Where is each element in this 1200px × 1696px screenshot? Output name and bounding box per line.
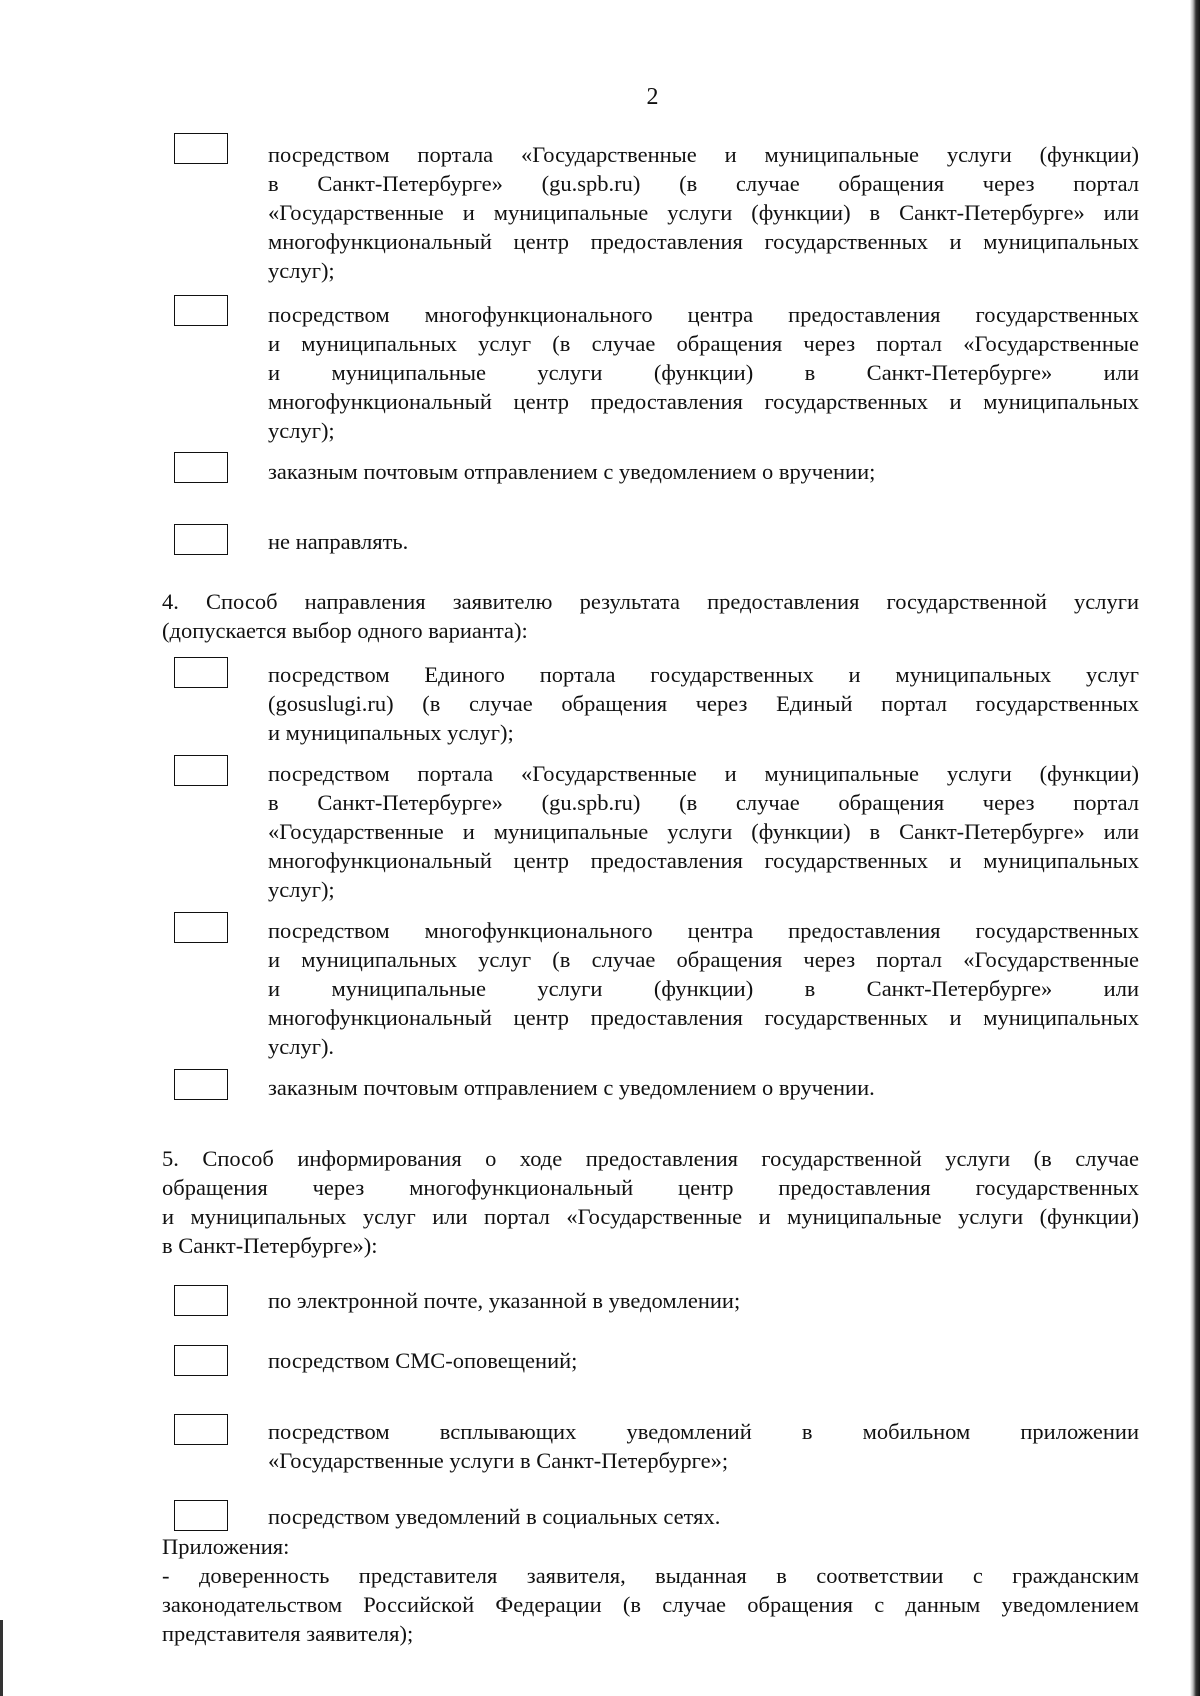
- option-text: посредством многофункционального центра предоставления государственных и муниципальных услуг (в случае обращения через портал «Государственные и муниципальные услуги (функции) в Санкт-Петербурге» или многофункциональный центр предоставления государственных и муниципальных услуг);: [268, 302, 1139, 443]
- option-text: посредством портала «Государственные и муниципальные услуги (функции) в Санкт-Петербурге» (gu.spb.ru) (в случае обращения через портал «Государственные и муниципальные услуги (функции) в Санкт-Петербурге» или многофункциональный центр предоставления государственных и муниципальных услуг);: [268, 142, 1139, 283]
- option-text: посредством многофункционального центра предоставления государственных и муниципальных услуг (в случае обращения через портал «Государственные и муниципальные услуги (функции) в Санкт-Петербурге» или многофункциональный центр предоставления государственных и муниципальных услуг).: [268, 918, 1139, 1059]
- option-text: заказным почтовым отправлением с уведомлением о вручении;: [268, 459, 876, 484]
- option-text: заказным почтовым отправлением с уведомлением о вручении.: [268, 1075, 875, 1100]
- option-text: посредством портала «Государственные и муниципальные услуги (функции) в Санкт-Петербурге» (gu.spb.ru) (в случае обращения через портал «Государственные и муниципальные услуги (функции) в Санкт-Петербурге» или многофункциональный центр предоставления государственных и муниципальных услуг);: [268, 761, 1139, 902]
- checkbox[interactable]: [174, 1345, 228, 1376]
- checkbox[interactable]: [174, 295, 228, 326]
- checkbox[interactable]: [174, 755, 228, 786]
- checkbox[interactable]: [174, 1414, 228, 1445]
- checkbox[interactable]: [174, 133, 228, 164]
- page-number: 2: [646, 84, 659, 110]
- option-text: не направлять.: [268, 529, 409, 554]
- checkbox[interactable]: [174, 524, 228, 555]
- option-text: посредством всплывающих уведомлений в мобильном приложении «Государственные услуги в Санкт-Петербурге»;: [268, 1419, 1139, 1473]
- option-text: посредством Единого портала государственных и муниципальных услуг (gosuslugi.ru) (в случае обращения через Единый портал государственных и муниципальных услуг);: [268, 662, 1139, 745]
- section-4-heading: 4. Способ направления заявителю результата предоставления государственной услуги (допускается выбор одного варианта):: [162, 589, 1139, 643]
- option-text: по электронной почте, указанной в уведомлении;: [268, 1288, 741, 1313]
- scan-edge-shadow: [1190, 0, 1200, 1696]
- section-5-heading: 5. Способ информирования о ходе предоставления государственной услуги (в случае обращения через многофункциональный центр предоставления государственных и муниципальных услуг или портал «Государственные и муниципальные услуги (функции) в Санкт-Петербурге»):: [162, 1146, 1139, 1258]
- option-text: посредством СМС-оповещений;: [268, 1348, 578, 1373]
- checkbox[interactable]: [174, 912, 228, 943]
- option-text: посредством уведомлений в социальных сетях.: [268, 1504, 721, 1529]
- checkbox[interactable]: [174, 1285, 228, 1316]
- checkbox[interactable]: [174, 452, 228, 483]
- scan-edge-mark: [0, 1620, 3, 1696]
- checkbox[interactable]: [174, 1069, 228, 1100]
- checkbox[interactable]: [174, 657, 228, 688]
- checkbox[interactable]: [174, 1500, 228, 1531]
- appendix-text: - доверенность представителя заявителя, выданная в соответствии с гражданским законодательством Российской Федерации (в случае обращения с данным уведомлением представителя заявителя);: [162, 1563, 1139, 1646]
- appendix-title: Приложения:: [162, 1534, 290, 1559]
